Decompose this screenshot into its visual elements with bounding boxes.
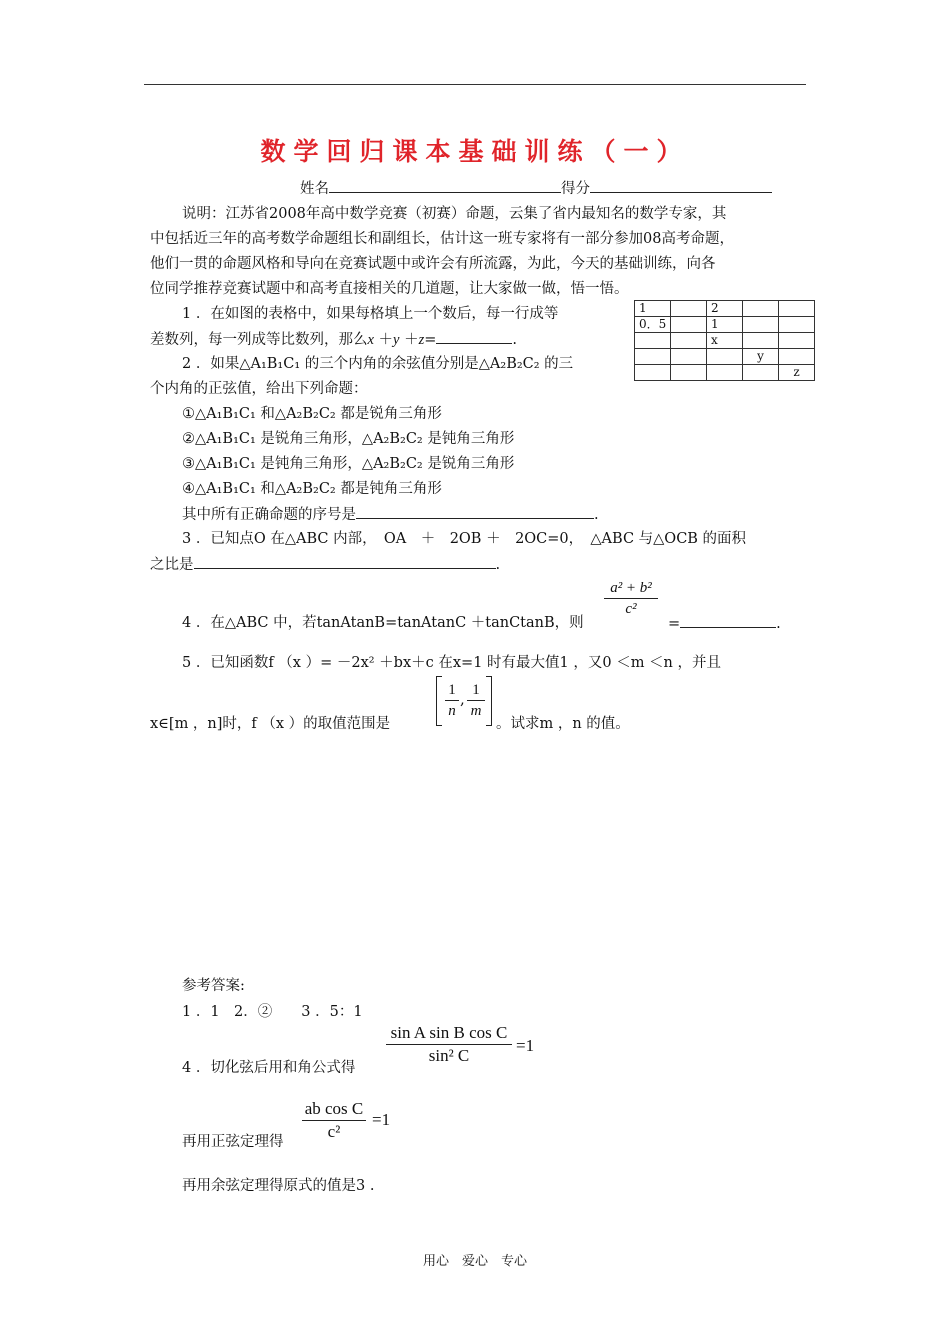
q1-line-1: 1 ．在如图的表格中，如果每格填上一个数后，每一行成等 [182,306,559,322]
grid-cell [779,349,815,365]
q4-denominator: c² [604,598,658,619]
q1-text: 差数列，每一列成等比数列，那么 [150,332,368,348]
grid-cell [635,349,671,365]
grid-row [635,349,815,365]
grid-row [635,333,815,349]
q5-line-2-suffix: 。试求m ，n 的值。 [496,716,630,732]
page-title: 数学回归课本基础训练（一） [260,137,690,166]
grid-cell: 1 [635,301,671,317]
grid-cell [635,333,671,349]
grid-cell [671,365,707,381]
answer-4-prefix: 4 ．切化弦后用和角公式得 [182,1060,356,1076]
q5-frac1-den: n [445,700,459,721]
grid-cell: x [707,333,743,349]
q5-frac2-num: 1 [472,682,480,698]
answer-4b-numerator: ab cos C [304,1099,364,1118]
q1-plus-1: ＋ [373,332,394,348]
answer-4b-rhs: =1 [372,1110,391,1129]
score-blank [590,176,772,193]
q2-line-2: 个内角的正弦值，给出下列命题： [150,381,368,397]
q3-answer-blank [194,552,496,569]
grid-cell [671,349,707,365]
name-label: 姓名 [300,181,329,197]
q5-line-2-prefix: x∈[m ，n]时，f （x ）的取值范围是 [150,716,391,732]
q1-var-y: y [393,332,400,348]
answer-4c: 再用余弦定理得原式的值是3 . [182,1178,375,1194]
grid-row [635,365,815,381]
q2-option-4: ④△A₁B₁C₁ 和△A₂B₂C₂ 都是钝角三角形 [182,481,442,497]
q2-option-3: ③△A₁B₁C₁ 是钝角三角形，△A₂B₂C₂ 是锐角三角形 [182,456,515,472]
grid-cell [743,365,779,381]
grid-row [635,301,815,317]
grid-cell [779,317,815,333]
q5-left-bracket-serifs [437,676,442,726]
q2-prompt: 其中所有正确命题的序号是 [182,507,356,523]
q2-line-7 [182,502,599,524]
answer-4b-denominator: c² [302,1120,366,1143]
grid-cell [707,349,743,365]
q5-frac1-num: 1 [448,682,456,698]
grid-cell [635,365,671,381]
q4-text: 4 ．在△ABC 中，若tanAtanB=tanAtanC ＋tanCtanB，则 [182,615,584,631]
q5-comma: , [460,690,465,708]
header-rule [144,84,806,85]
q1-end: . [512,332,518,348]
q4-eq: = [668,616,681,632]
q5-interval-bracket [436,676,492,726]
answer-4-denominator: sin² C [386,1044,512,1067]
q5-frac2-den: m [467,700,485,721]
q1-var-x: x [367,332,374,348]
q1-plus-2: ＋ [399,332,419,348]
grid-cell [743,301,779,317]
q3-end: . [495,557,501,573]
q2-line-1: 2 ．如果△A₁B₁C₁ 的三个内角的余弦值分别是△A₂B₂C₂ 的三 [182,356,574,372]
number-grid-table [634,300,815,381]
q4-numerator: a² + b² [610,580,652,596]
q3-line-1: 3 ．已知点O 在△ABC 内部， OA ＋ 2OB ＋ 2OC=0， △ABC 与△OCB 的面积 [182,531,747,547]
q3-line-2 [150,552,500,574]
answer-4-rhs: =1 [516,1036,535,1055]
grid-cell: 2 [707,301,743,317]
intro-line-2: 中包括近三年的高考数学命题组长和副组长，估计这一班专家将有一部分参加08高考命题， [150,231,734,247]
answers-heading: 参考答案: [182,978,245,994]
grid-cell: y [743,349,779,365]
grid-cell [671,301,707,317]
grid-cell: 1 [707,317,743,333]
grid-cell [779,333,815,349]
q5-fraction-1-over-n [445,680,459,721]
q5-line-1: 5 ．已知函数f （x ）= －2x² ＋bx＋c 在x=1 时有最大值1 ，又0 ＜m ＜n ，并且 [182,655,722,671]
grid-cell [671,317,707,333]
q4-answer [668,611,781,632]
grid-cell [707,365,743,381]
name-score-line [300,176,772,198]
intro-line-3: 他们一贯的命题风格和导向在竞赛试题中或许会有所流露，为此，今天的基础训练，向各 [150,256,716,272]
answer-4-numerator: sin A sin B cos C [390,1023,508,1042]
answer-4b-prefix: 再用正弦定理得 [182,1134,284,1150]
q1-eq: = [424,332,437,348]
grid-cell [743,317,779,333]
answer-4-fraction [386,1022,512,1067]
q4-fraction [604,578,658,619]
grid-row [635,317,815,333]
name-blank [329,176,561,193]
intro-line-4: 位同学推荐竞赛试题中和高考直接相关的几道题，让大家做一做，悟一悟。 [150,281,629,297]
q1-line-2 [150,327,517,349]
grid-cell [671,333,707,349]
q5-fraction-1-over-m [467,680,485,721]
q3-prompt: 之比是 [150,557,194,573]
intro-line-1: 说明：江苏省2008年高中数学竞赛（初赛）命题，云集了省内最知名的数学专家，其 [182,206,727,222]
q5-right-bracket-serifs [486,676,491,726]
q2-answer-blank [356,502,594,519]
q1-var-z: z [418,332,425,348]
q4-answer-blank [680,611,776,628]
answers-line-1: 1 ．1 2．② 3 ．5：1 [182,1004,363,1020]
q4-end: . [776,616,781,632]
score-label: 得分 [561,181,590,197]
answer-4b-fraction [302,1098,366,1143]
grid-cell: 0．5 [635,317,671,333]
q2-end: . [594,507,599,523]
grid-cell: z [779,365,815,381]
q1-answer-blank [436,327,512,344]
grid-cell [779,301,815,317]
q2-option-1: ①△A₁B₁C₁ 和△A₂B₂C₂ 都是锐角三角形 [182,406,442,422]
grid-cell [743,333,779,349]
page-footer: 用心 爱心 专心 [422,1254,527,1269]
q2-option-2: ②△A₁B₁C₁ 是锐角三角形，△A₂B₂C₂ 是钝角三角形 [182,431,515,447]
